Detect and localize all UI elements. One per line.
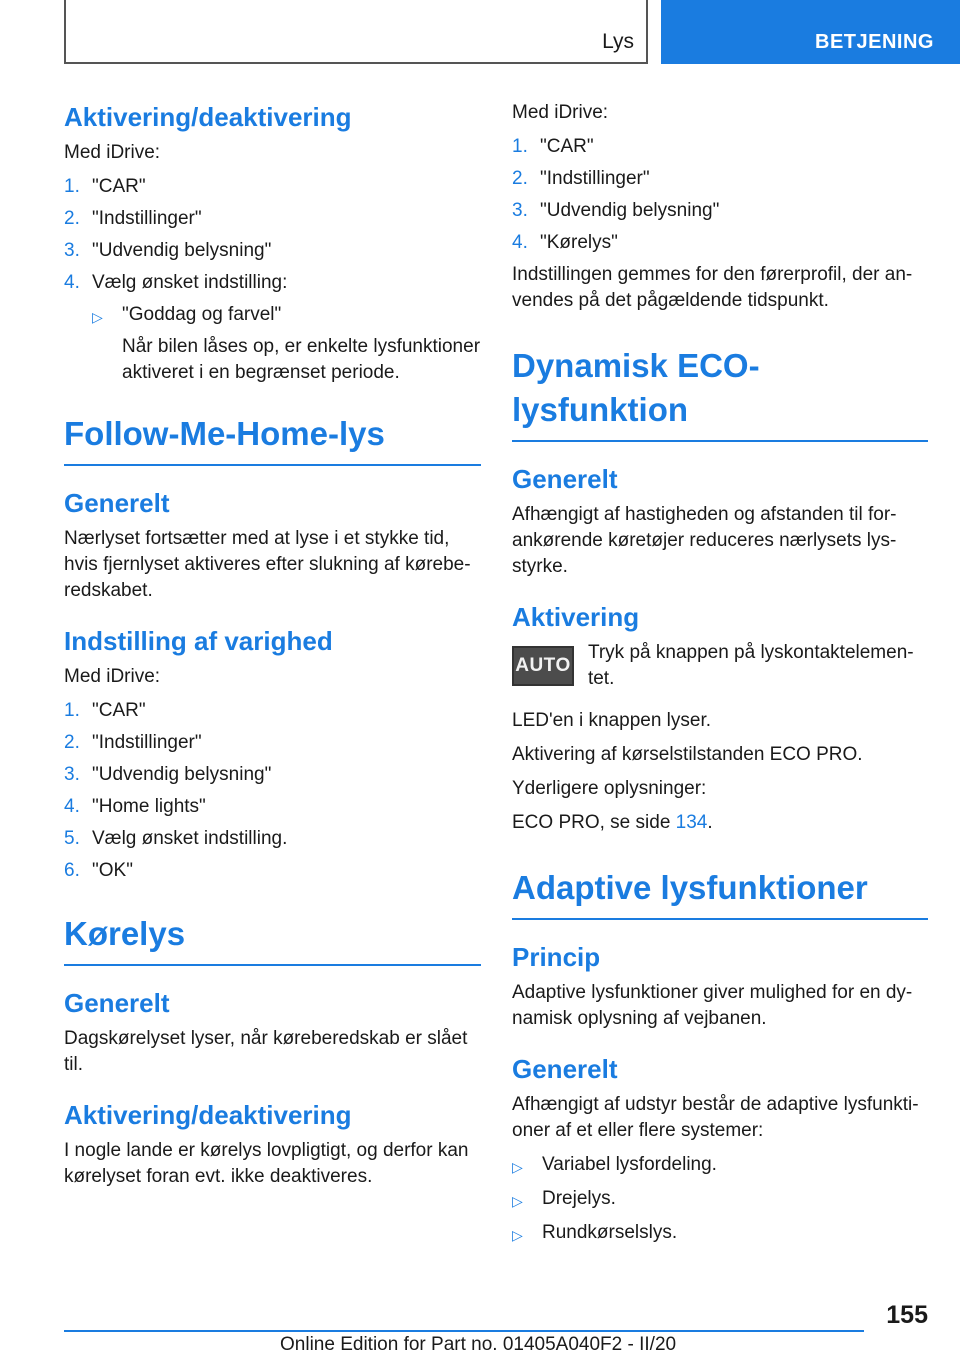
- right-column: [512, 100, 928, 1254]
- auto-button-row: [512, 640, 928, 700]
- step-text: "Indstillinger": [92, 732, 202, 753]
- heading-generelt: Generelt: [64, 488, 170, 518]
- idrive-intro: Med iDrive:: [64, 142, 161, 163]
- idrive-intro: Med iDrive:: [64, 666, 161, 687]
- triangle-bullet-icon: ▷: [512, 1159, 523, 1175]
- list-item: [64, 794, 481, 820]
- step-number: 5.: [64, 828, 80, 849]
- list-item: ▷ Drejelys.: [512, 1186, 928, 1214]
- step-text: "CAR": [92, 176, 146, 197]
- list-item: [512, 198, 928, 224]
- paragraph: Afhængigt af udstyr består de adaptive lysfunkti-oner af et eller flere systemer:: [512, 1094, 919, 1141]
- heading-aktivering: Aktivering: [512, 602, 640, 632]
- step-text: "Home lights": [92, 796, 206, 817]
- page-number: 155: [886, 1301, 928, 1329]
- paragraph-reference: ECO PRO, se side 134.: [512, 812, 713, 833]
- list-item: [512, 166, 928, 192]
- list-item: [64, 698, 481, 724]
- heading-dynamisk-eco-lysfunktion: Dynamisk ECO-lysfunktion: [512, 344, 928, 442]
- step-text: "Indstillinger": [540, 168, 650, 189]
- page-reference-link[interactable]: 134: [675, 812, 708, 833]
- chapter-title: Lys: [602, 30, 634, 53]
- steps-list-2: [64, 698, 481, 884]
- step-text: "OK": [92, 860, 133, 881]
- paragraph: I nogle lande er kørelys lovpligtigt, og derfor kan kørelyset foran evt. ikke deaktiveres.: [64, 1140, 469, 1187]
- step-text: "Kørelys": [540, 232, 618, 253]
- left-column: [64, 100, 481, 1198]
- list-item: [512, 134, 928, 160]
- step-number: 2.: [64, 208, 80, 229]
- step-number: 4.: [64, 272, 80, 293]
- list-item: [64, 762, 481, 788]
- step-number: 2.: [64, 732, 80, 753]
- step-number: 1.: [512, 136, 528, 157]
- steps-list-3: [512, 134, 928, 256]
- step-text: Vælg ønsket indstilling:: [92, 272, 288, 293]
- triangle-bullet-icon: ▷: [512, 1193, 523, 1209]
- paragraph: Yderligere oplysninger:: [512, 778, 707, 799]
- heading-generelt: Generelt: [512, 464, 618, 494]
- paragraph: LED'en i knappen lyser.: [512, 710, 712, 731]
- heading-aktivering-deaktivering: Aktivering/deaktivering: [64, 1100, 352, 1130]
- paragraph: Adaptive lysfunktioner giver mulighed for en dy-namisk oplysning af vejbanen.: [512, 982, 913, 1029]
- step-text: "Udvendig belysning": [540, 200, 720, 221]
- sub-bullet: [92, 302, 481, 330]
- heading-korelys: Kørelys: [64, 912, 481, 966]
- step-number: 3.: [64, 240, 80, 261]
- auto-button-icon: AUTO: [512, 646, 574, 686]
- step-text: "CAR": [540, 136, 594, 157]
- step-number: 3.: [512, 200, 528, 221]
- step-number: 1.: [64, 700, 80, 721]
- footer-divider: [64, 1330, 864, 1332]
- triangle-bullet-icon: ▷: [512, 1227, 523, 1243]
- list-item: [64, 206, 481, 232]
- section-label: BETJENING: [661, 0, 960, 64]
- header-frame: [64, 0, 648, 64]
- list-item: [64, 730, 481, 756]
- triangle-bullet-icon: ▷: [92, 309, 103, 325]
- list-item: [64, 858, 481, 884]
- step-text: "Udvendig belysning": [92, 764, 272, 785]
- list-item: [64, 238, 481, 264]
- footer-edition: Online Edition for Part no. 01405A040F2 - II/20: [280, 1334, 677, 1355]
- heading-indstilling-af-varighed: Indstilling af varighed: [64, 626, 333, 656]
- list-item: [64, 174, 481, 200]
- step-number: 4.: [64, 796, 80, 817]
- steps-list-1: [64, 174, 481, 296]
- step-text: "CAR": [92, 700, 146, 721]
- list-item: [64, 826, 481, 852]
- idrive-intro: Med iDrive:: [512, 102, 609, 123]
- heading-follow-me-home: Follow-Me-Home-lys: [64, 412, 481, 466]
- paragraph: Tryk på knappen på lyskontaktelemen-tet.: [587, 642, 914, 689]
- heading-aktivering-deaktivering: Aktivering/deaktivering: [64, 102, 352, 132]
- list-item: ▷ Rundkørselslys.: [512, 1220, 928, 1248]
- sub-bullet-description: Når bilen låses op, er enkelte lysfunktioner aktiveret i en begrænset periode.: [122, 336, 481, 383]
- step-number: 1.: [64, 176, 80, 197]
- step-number: 4.: [512, 232, 528, 253]
- paragraph: Aktivering af kørselstilstanden ECO PRO.: [512, 744, 863, 765]
- heading-generelt: Generelt: [64, 988, 170, 1018]
- list-item: [64, 270, 481, 296]
- sub-bullet-text: "Goddag og farvel": [122, 304, 282, 325]
- list-item: ▷ Variabel lysfordeling.: [512, 1152, 928, 1180]
- paragraph: Afhængigt af hastigheden og afstanden til for-ankørende køretøjer reduceres nærlysets lys-styrke.: [512, 504, 897, 577]
- paragraph: Nærlyset fortsætter med at lyse i et stykke tid, hvis fjernlyset aktiveres efter slukning af kørebe-redskabet.: [64, 528, 471, 601]
- step-text: "Udvendig belysning": [92, 240, 272, 261]
- heading-adaptive-lysfunktioner: Adaptive lysfunktioner: [512, 866, 928, 920]
- step-text: Vælg ønsket indstilling.: [92, 828, 288, 849]
- heading-princip: Princip: [512, 942, 601, 972]
- step-number: 2.: [512, 168, 528, 189]
- step-number: 3.: [64, 764, 80, 785]
- step-number: 6.: [64, 860, 80, 881]
- paragraph: Dagskørelyset lyser, når køreberedskab er slået til.: [64, 1028, 468, 1075]
- list-item: [512, 230, 928, 256]
- paragraph: Indstillingen gemmes for den førerprofil, der an-vendes på det pågældende tidspunkt.: [512, 264, 913, 311]
- heading-generelt: Generelt: [512, 1054, 618, 1084]
- step-text: "Indstillinger": [92, 208, 202, 229]
